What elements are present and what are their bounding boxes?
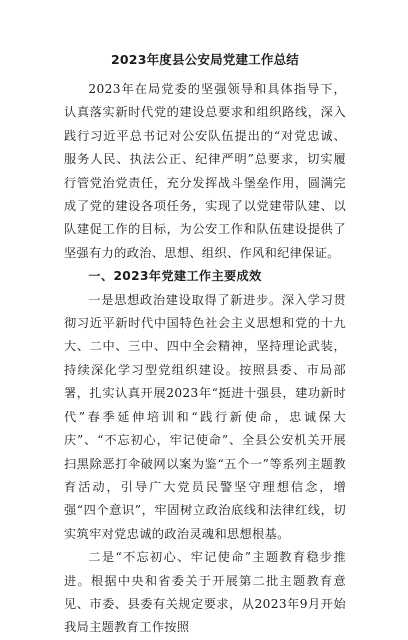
document-body bbox=[64, 52, 346, 640]
section-paragraph-1: 一是思想政治建设取得了新进步。深入学习贯彻习近平新时代中国特色社会主义思想和党的十九大、二中、三中、四中全会精神，坚持理论武装，持续深化学习型党组织建设。按照县委、市局部署，扎实认真开展2023年“挺进十强县，建功新时代”春季延伸培训和“践行新使命，忠诚保大庆”、“不忘初心，牢记使命”、全县公安机关开展扫黑除恶打伞破网以案为鉴“五个一”等系列主题教育活动，引导广大党员民警坚守理想信念，增强“四个意识”，牢固树立政治底线和法律红线，切实筑牢对党忠诚的政治灵魂和思想根基。 bbox=[64, 292, 346, 541]
section-heading: 一、2023年党建工作主要成效 bbox=[88, 269, 262, 284]
intro-paragraph: 2023年在局党委的坚强领导和具体指导下，认真落实新时代党的建设总要求和组织路线，深入践行习近平总书记对公安队伍提出的“对党忠诚、服务人民、执法公正、纪律严明”总要求，切实履行管党治党责任，充分发挥战斗堡垒作用，圆满完成了党的建设各项任务，实现了以党建带队建、以队建促工作的目标，为公安工作和队伍建设提供了坚强有力的政治、思想、组织、作风和纪律保证。 bbox=[64, 82, 346, 260]
section-paragraph-2: 二是“不忘初心、牢记使命”主题教育稳步推进。根据中央和省委关于开展第二批主题教育意见、市委、县委有关规定要求，从2023年9月开始我局主题教育工作按照 bbox=[64, 550, 346, 635]
document-title: 2023年度县公安局党建工作总结 bbox=[111, 52, 299, 67]
